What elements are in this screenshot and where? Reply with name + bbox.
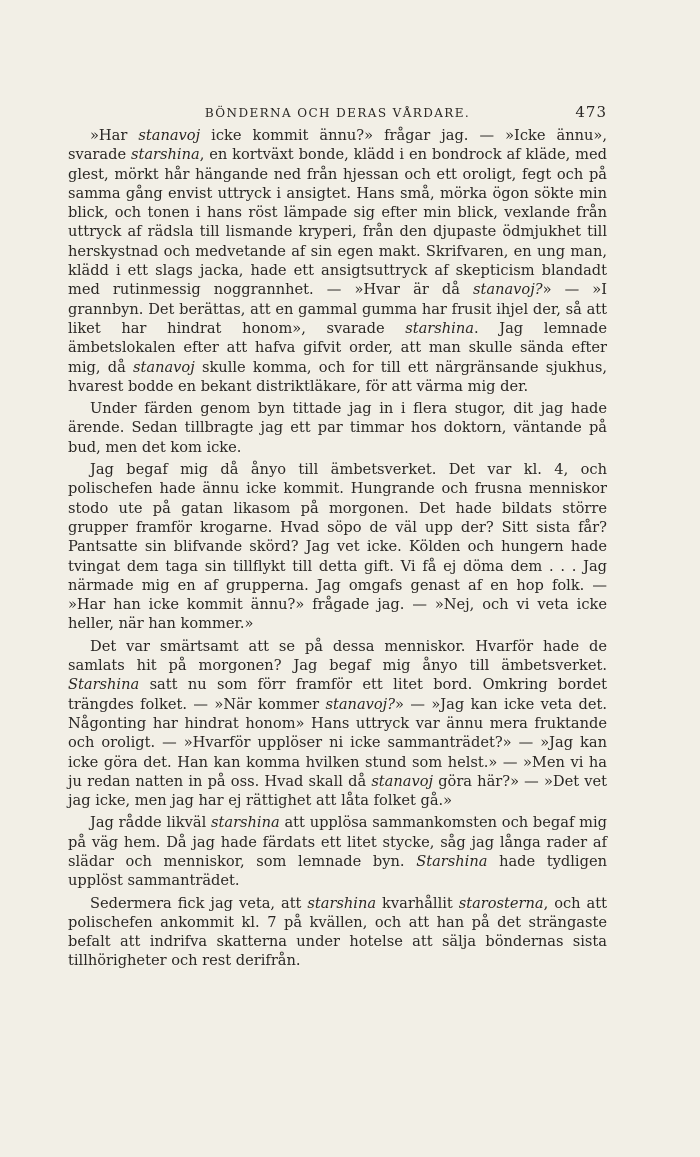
running-title: BÖNDERNA OCH DERAS VÅRDARE. bbox=[204, 106, 471, 120]
text-run: hade tydligen upplöst sammanträdet. bbox=[68, 852, 607, 890]
italic-term: stanavoj bbox=[371, 772, 434, 790]
paragraph bbox=[68, 637, 607, 811]
italic-term: Starshina bbox=[68, 676, 140, 694]
text-run: , en kortväxt bonde, klädd i en bondrock af kläde, med glest, mörkt hår hängande ned från hjessan och ett oroligt, fegt och på samma gång envist uttryck i ansigtet. Hans små, mörka ögon sökte min blick, och tonen i hans röst lämpade sig efter min blick, vexlande från uttryck af rädsla till lismande kryperi, från den djupaste ödmjukhet till herskystnad och medvetande af sin egen makt. Skrifvaren, en ung man, klädd i ett slags jacka, hade ett ansigtsuttryck af skepticism blandadt med rutinmessig noggrannhet. — »Hvar är då bbox=[68, 146, 607, 299]
text-run: » — »I grannbyn. Det berättas, att en gammal gumma har frusit ihjel der, så att liket har hindrat honom», svarade bbox=[68, 281, 607, 337]
italic-term: starshina bbox=[131, 146, 200, 164]
paragraph bbox=[68, 399, 607, 457]
text-run: icke kommit ännu?» frågar jag. — »Icke ännu», svarade bbox=[68, 127, 607, 164]
paragraph bbox=[68, 126, 607, 396]
italic-term: starshina bbox=[307, 894, 377, 912]
paragraph bbox=[68, 460, 607, 634]
italic-term: stanavoj? bbox=[325, 695, 396, 713]
text-run: skulle komma, och for till ett närgränsande sjukhus, hvarest bodde en bekant distriktläkare, för att värma mig der. bbox=[68, 358, 607, 395]
italic-term: starshina bbox=[211, 814, 280, 832]
italic-term: stanavoj bbox=[133, 358, 195, 376]
italic-term: stanavoj bbox=[138, 127, 201, 144]
paragraph bbox=[68, 894, 607, 971]
text-run: kvarhållit bbox=[376, 894, 459, 912]
text-run: Jag rådde likväl bbox=[90, 814, 212, 832]
text-run: Det var smärtsamt att se på dessa menniskor. Hvarför hade de samlats hit på morgonen? Jag begaf mig ånyo till ämbetsverket. bbox=[68, 637, 607, 675]
text-run: Sedermera fick jag veta, att bbox=[90, 894, 308, 912]
text-run: Under färden genom byn tittade jag in i flera stugor, dit jag hade ärende. Sedan tillbragte jag ett par timmar hos doktorn, väntande på bud, men det kom icke. bbox=[68, 400, 607, 456]
text-run: »Har bbox=[90, 127, 139, 144]
text-run: . Jag lemnade ämbetslokalen efter att hafva gifvit order, att man skulle sända efter mig, då bbox=[68, 319, 607, 376]
paragraph bbox=[68, 813, 607, 890]
text-run: att upplösa sammankomsten och begaf mig på väg hem. Då jag hade färdats ett litet stycke, såg jag långa rader af slädar och menniskor, som lemnade byn. bbox=[68, 814, 607, 870]
italic-term: starosterna bbox=[458, 894, 544, 912]
page-number: 473 bbox=[575, 103, 607, 121]
text-run: göra här?» — »Det vet jag icke, men jag har ej rättighet att låta folket gå.» bbox=[68, 772, 607, 810]
italic-term: starshina bbox=[405, 319, 474, 337]
italic-term: Starshina bbox=[416, 852, 488, 870]
book-page bbox=[68, 96, 607, 1136]
page-header bbox=[68, 96, 607, 126]
text-run: satt nu som förr framför ett litet bord. Omkring bordet trängdes folket. — »När kommer bbox=[68, 676, 607, 713]
text-run: » — »Jag kan icke veta det. Någonting har hindrat honom» Hans uttryck var ännu mera fruktande och oroligt. — »Hvarför upplöser ni icke sammanträdet?» — »Jag kan icke göra det. Han kan komma hvilken stund som helst.» — »Men vi ha ju redan natten in på oss. Hvad skall då bbox=[68, 695, 608, 790]
italic-term: stanavoj? bbox=[473, 281, 543, 299]
body-text bbox=[68, 126, 607, 971]
text-run: Jag begaf mig då ånyo till ämbetsverket. Det var kl. 4, och polischefen hade ännu icke kommit. Hungrande och frusna menniskor stodo ute på gatan likasom på morgonen. Det hade bildats större grupper framför krogarne. Hvad söpo de väl upp der? Sitt sista får? Pantsatte sin blifvande skörd? Jag vet icke. Kölden och hungern hade tvingat dem taga sin tillflykt till detta gift. Vi få ej döma dem . . . Jag närmade mig en af grupperna. Jag omgafs genast af en hop folk. — »Har han icke kommit ännu?» frågade jag. — »Nej, och vi veta icke heller, när han kommer.» bbox=[68, 461, 607, 633]
text-run: , och att polischefen ankommit kl. 7 på kvällen, och att han på det strängaste befalt att indrifva skatterna under hotelse att sälja böndernas sista tillhörigheter och rest derifrån. bbox=[68, 894, 607, 970]
